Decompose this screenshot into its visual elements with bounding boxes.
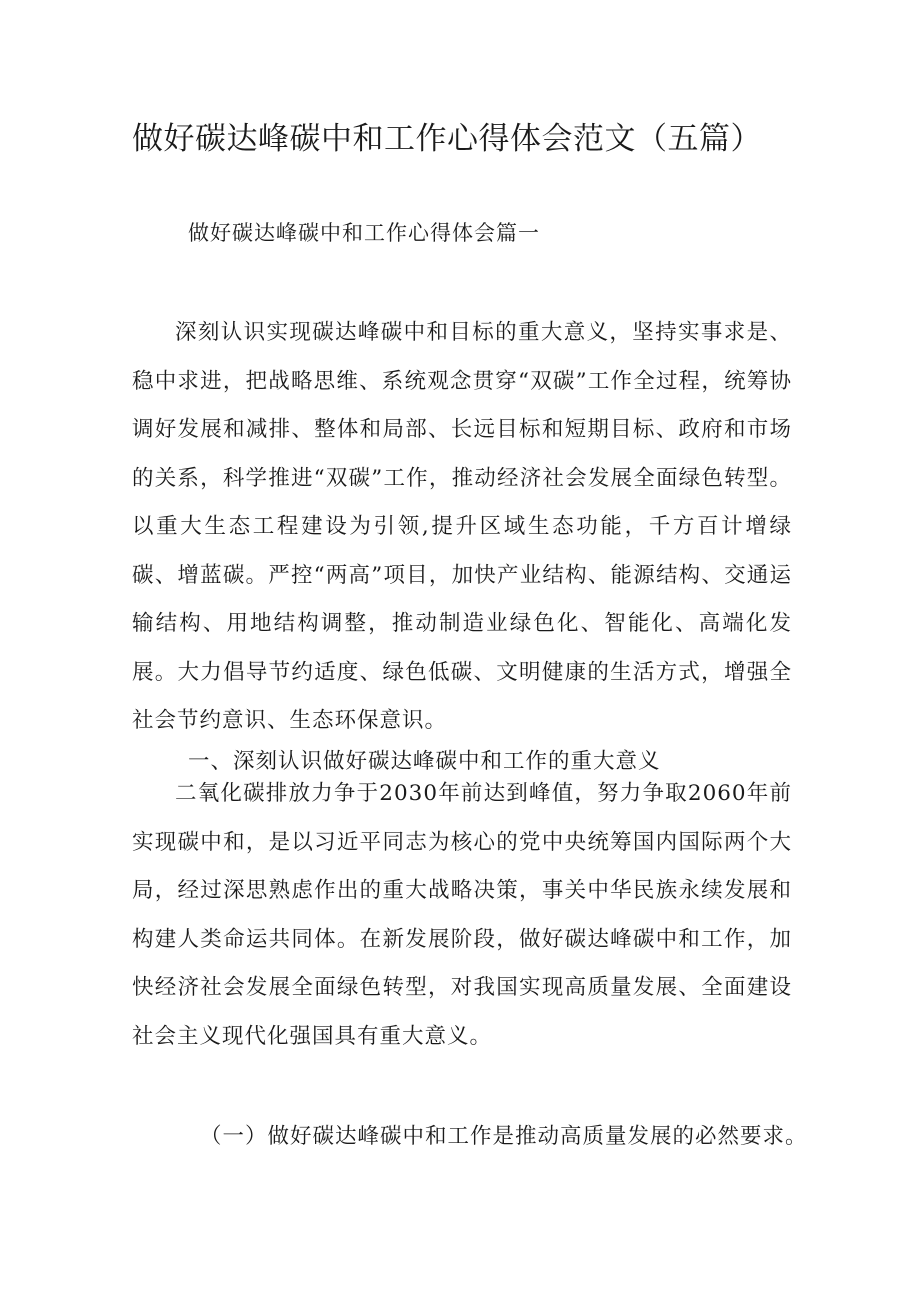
subsection-heading: （一）做好碳达峰碳中和工作是推动高质量发展的必然要求。: [200, 1124, 808, 1149]
paragraph-significance: 二氧化碳排放力争于2030年前达到峰值，努力争取2060年前实现碳中和，是以习近平同志为核心的党中央统筹国内国际两个大局，经过深思熟虑作出的重大战略决策，事关中华民族永续发展和构建人类命运共同体。在新发展阶段，做好碳达峰碳中和工作，加快经济社会发展全面绿色转型，对我国实现高质量发展、全面建设社会主义现代化强国具有重大意义。: [132, 781, 792, 1049]
document-title: 做好碳达峰碳中和工作心得体会范文（五篇）: [132, 121, 762, 157]
section-subtitle: 做好碳达峰碳中和工作心得体会篇一: [188, 221, 540, 245]
paragraph-intro: 深刻认识实现碳达峰碳中和目标的重大意义，坚持实事求是、稳中求进，把战略思维、系统观念贯穿“双碳”工作全过程，统筹协调好发展和减排、整体和局部、长远目标和短期目标、政府和市场的关系，科学推进“双碳”工作，推动经济社会发展全面绿色转型。以重大生态工程建设为引领,提升区域生态功能，千方百计增绿碳、增蓝碳。严控“两高”项目，加快产业结构、能源结构、交通运输结构、用地结构调整，推动制造业绿色化、智能化、高端化发展。大力倡导节约适度、绿色低碳、文明健康的生活方式，增强全社会节约意识、生态环保意识。: [132, 320, 792, 733]
section-heading: 一、深刻认识做好碳达峰碳中和工作的重大意义: [188, 749, 661, 774]
